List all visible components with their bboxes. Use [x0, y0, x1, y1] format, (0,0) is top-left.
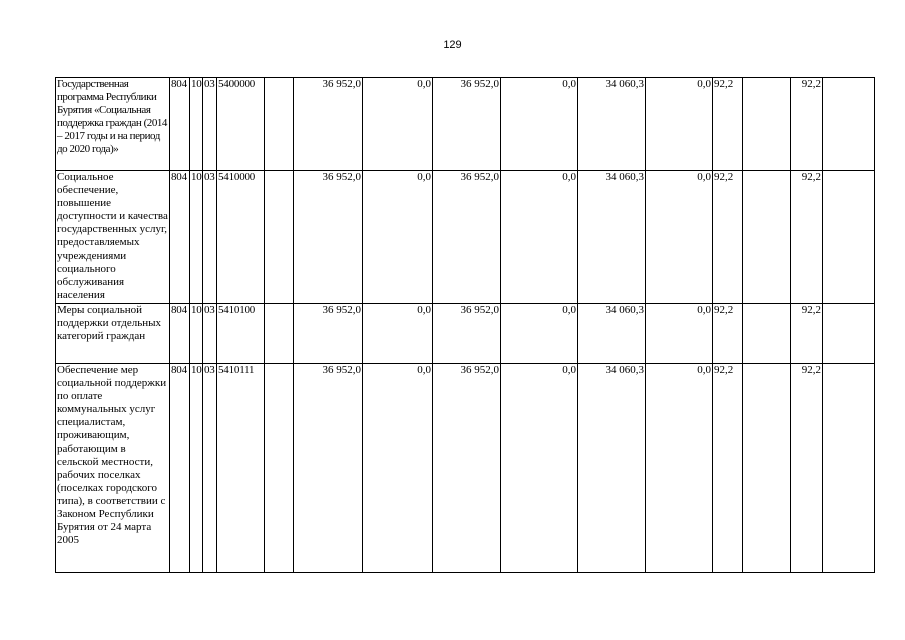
cell-vr — [265, 78, 294, 171]
cell-vr — [265, 304, 294, 364]
cell-subsection: 03 — [203, 304, 217, 364]
table-row — [56, 78, 875, 171]
cell-plan-total: 36 952,0 — [294, 78, 363, 171]
cell-pct-fed — [743, 364, 791, 573]
cell-section: 10 — [190, 364, 203, 573]
cell-plan-fed: 0,0 — [363, 304, 433, 364]
cell-target: 5410100 — [217, 304, 265, 364]
cell-plan-total: 36 952,0 — [294, 171, 363, 304]
cell-pct-fed — [743, 78, 791, 171]
cell-pct-fed — [743, 171, 791, 304]
cell-fact-total: 34 060,3 — [578, 171, 646, 304]
cell-section: 10 — [190, 78, 203, 171]
cell-name: Социальное обеспечение, повышение доступности и качества государственных услуг, предоставляемых учреждениями социального обслуживания населения — [56, 171, 170, 304]
cell-plan-fed: 0,0 — [363, 78, 433, 171]
cell-ministry: 804 — [170, 364, 190, 573]
page-number: 129 — [443, 39, 462, 51]
cell-fact-fed-a: 0,0 — [501, 78, 578, 171]
cell-pct-total: 92,2 — [713, 304, 743, 364]
cell-pct-rb: 92,2 — [791, 304, 823, 364]
cell-pct-rb: 92,2 — [791, 171, 823, 304]
cell-extra — [823, 304, 875, 364]
cell-section: 10 — [190, 171, 203, 304]
cell-plan-total: 36 952,0 — [294, 304, 363, 364]
table-row — [56, 364, 875, 573]
cell-fact-fed-a: 0,0 — [501, 364, 578, 573]
budget-table — [55, 77, 875, 573]
cell-extra — [823, 78, 875, 171]
cell-fact-fed-a: 0,0 — [501, 304, 578, 364]
cell-ministry: 804 — [170, 304, 190, 364]
cell-pct-rb: 92,2 — [791, 78, 823, 171]
cell-vr — [265, 171, 294, 304]
cell-fact-fed: 0,0 — [646, 364, 713, 573]
cell-fact-fed: 0,0 — [646, 171, 713, 304]
cell-name: Обеспечение мер социальной поддержки по оплате коммунальных услуг специалистам, проживающим, работающим в сельской местности, рабочих поселках (поселках городского типа), в соответствии с Законом Республики Бурятия от 24 марта 2005 — [56, 364, 170, 573]
table-row — [56, 304, 875, 364]
cell-section: 10 — [190, 304, 203, 364]
cell-fact-total: 34 060,3 — [578, 78, 646, 171]
cell-pct-fed — [743, 304, 791, 364]
cell-pct-total: 92,2 — [713, 78, 743, 171]
cell-name: Государственная программа Республики Бурятия «Социальная поддержка граждан (2014 – 2017 годы и на период до 2020 года)» — [56, 78, 170, 171]
cell-vr — [265, 364, 294, 573]
cell-plan-rb: 36 952,0 — [433, 78, 501, 171]
cell-pct-rb: 92,2 — [791, 364, 823, 573]
cell-ministry: 804 — [170, 171, 190, 304]
cell-fact-total: 34 060,3 — [578, 304, 646, 364]
cell-plan-fed: 0,0 — [363, 171, 433, 304]
cell-fact-total: 34 060,3 — [578, 364, 646, 573]
cell-subsection: 03 — [203, 364, 217, 573]
cell-fact-fed: 0,0 — [646, 304, 713, 364]
table-row — [56, 171, 875, 304]
cell-extra — [823, 171, 875, 304]
cell-fact-fed: 0,0 — [646, 78, 713, 171]
cell-plan-fed: 0,0 — [363, 364, 433, 573]
cell-plan-rb: 36 952,0 — [433, 171, 501, 304]
cell-subsection: 03 — [203, 171, 217, 304]
cell-ministry: 804 — [170, 78, 190, 171]
cell-target: 5410111 — [217, 364, 265, 573]
cell-plan-rb: 36 952,0 — [433, 304, 501, 364]
cell-name: Меры социальной поддержки отдельных категорий граждан — [56, 304, 170, 364]
cell-target: 5410000 — [217, 171, 265, 304]
cell-extra — [823, 364, 875, 573]
cell-plan-total: 36 952,0 — [294, 364, 363, 573]
cell-fact-fed-a: 0,0 — [501, 171, 578, 304]
cell-plan-rb: 36 952,0 — [433, 364, 501, 573]
cell-target: 5400000 — [217, 78, 265, 171]
cell-pct-total: 92,2 — [713, 364, 743, 573]
cell-pct-total: 92,2 — [713, 171, 743, 304]
cell-subsection: 03 — [203, 78, 217, 171]
